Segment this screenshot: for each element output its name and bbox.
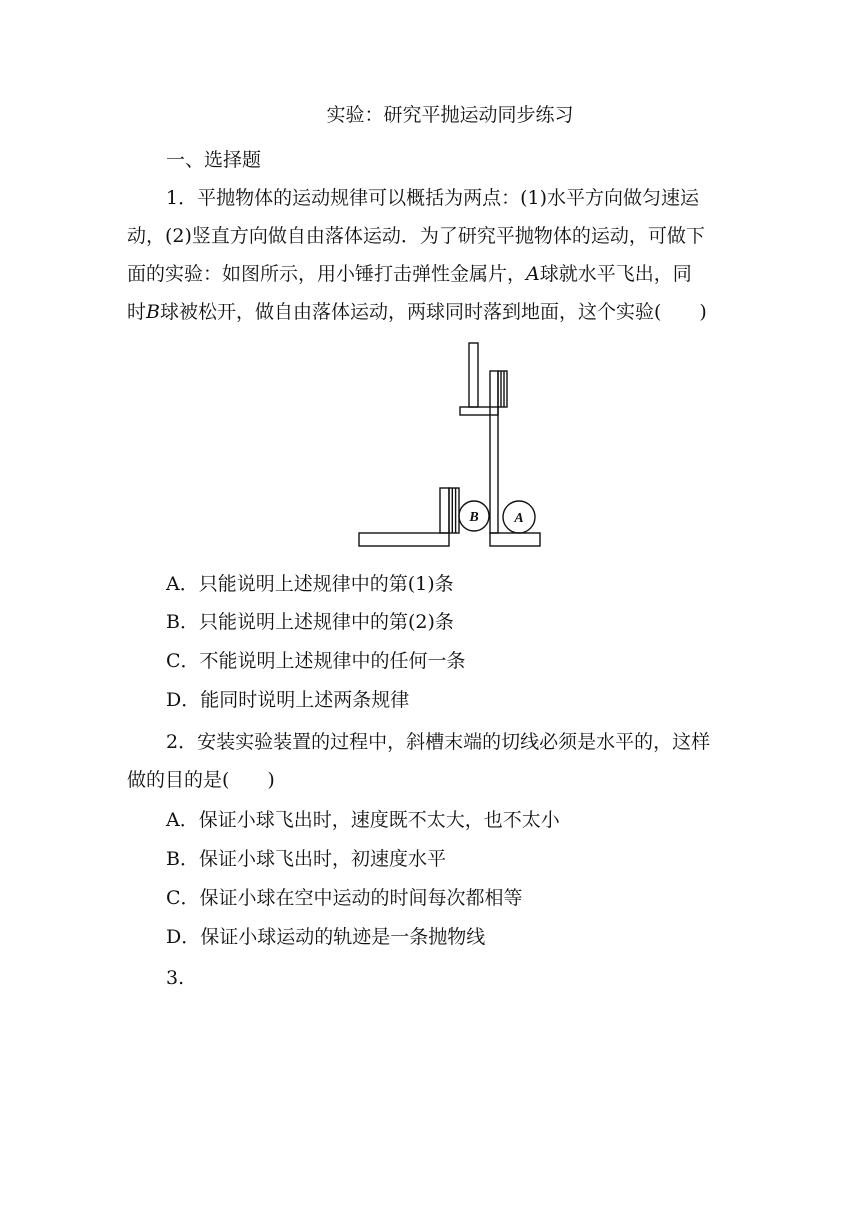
apparatus-diagram bbox=[355, 338, 545, 552]
ball-b-label: B bbox=[469, 510, 479, 525]
q1-option-a: A．只能说明上述规律中的第(1)条 bbox=[166, 573, 454, 595]
q1-line-4 bbox=[127, 300, 707, 324]
top-vertical-plate bbox=[469, 343, 478, 407]
q2-option-d: D．保证小球运动的轨迹是一条抛物线 bbox=[166, 926, 486, 948]
q2-line-2: 做的目的是( ) bbox=[127, 769, 275, 791]
q1-line-4-text-a: 时 bbox=[127, 301, 147, 323]
ball-a-symbol: A bbox=[526, 263, 540, 285]
q1-line-4-text-c: 球被松开，做自由落体运动，两球同时落到地面，这个实验( ) bbox=[159, 301, 707, 323]
right-clamp-block bbox=[498, 371, 507, 407]
q2-option-a: A．保证小球飞出时，速度既不太大，也不太小 bbox=[166, 809, 560, 831]
q1-line-3-text-a: 面的实验：如图所示，用小锤打击弹性金属片， bbox=[127, 263, 527, 285]
main-vertical-plate bbox=[490, 371, 498, 533]
q3-number: 3. bbox=[166, 967, 185, 989]
q2-line-1: 2．安装实验装置的过程中，斜槽末端的切线必须是水平的，这样 bbox=[166, 731, 711, 753]
left-clamp-block bbox=[449, 488, 459, 533]
left-base-plate bbox=[359, 533, 449, 546]
section-heading: 一、选择题 bbox=[166, 149, 262, 171]
q1-line-3-text-c: 球就水平飞出，同 bbox=[539, 263, 692, 285]
q2-option-b: B．保证小球飞出时，初速度水平 bbox=[166, 848, 446, 870]
apparatus-figure bbox=[355, 338, 545, 552]
right-base-plate bbox=[490, 533, 540, 546]
q1-option-c: C．不能说明上述规律中的任何一条 bbox=[166, 650, 466, 672]
ball-b-symbol: B bbox=[146, 301, 160, 323]
left-l-plate bbox=[440, 488, 449, 533]
horizontal-bracket bbox=[460, 407, 498, 415]
q1-line-1: 1．平抛物体的运动规律可以概括为两点：(1)水平方向做匀速运 bbox=[166, 187, 700, 209]
q1-option-d: D．能同时说明上述两条规律 bbox=[166, 689, 410, 711]
ball-a-label: A bbox=[514, 511, 524, 526]
q1-line-3 bbox=[127, 262, 692, 286]
q2-option-c: C．保证小球在空中运动的时间每次都相等 bbox=[166, 887, 523, 909]
q1-option-b: B．只能说明上述规律中的第(2)条 bbox=[166, 611, 454, 633]
page-title: 实验：研究平抛运动同步练习 bbox=[326, 104, 574, 126]
q1-line-2: 动，(2)竖直方向做自由落体运动．为了研究平抛物体的运动，可做下 bbox=[127, 225, 705, 247]
